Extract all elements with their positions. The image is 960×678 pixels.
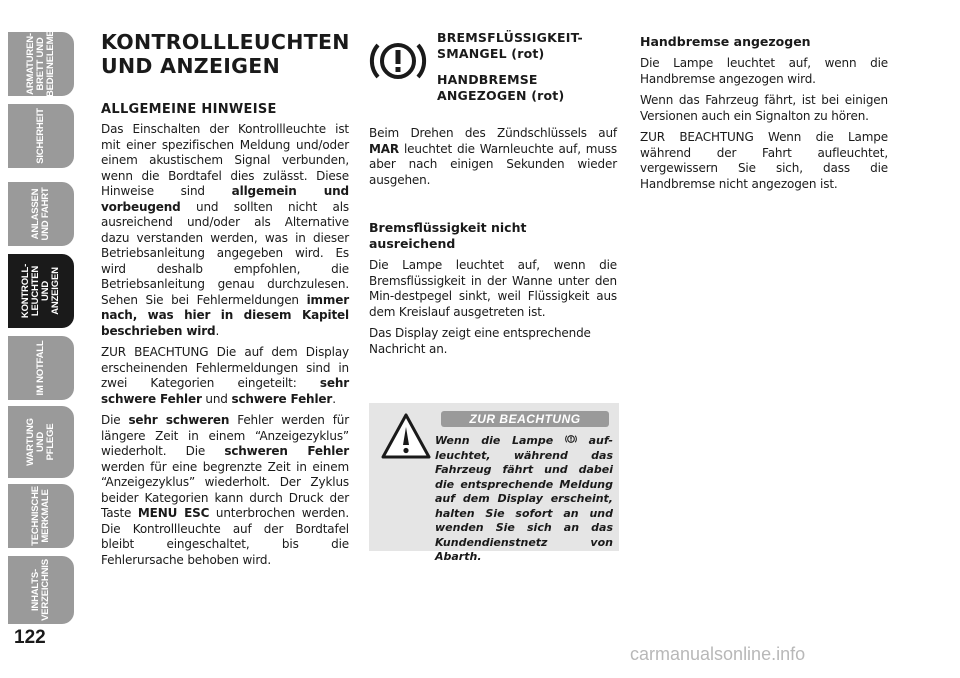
tab-label: ARMATUREN- BRETT UND BEDIENELEMENTE [25,12,56,97]
paragraph-handbrake-3: ZUR BEACHTUNG Wenn die Lampe während der Fahrt aufleuchtet, vergewissern Sie sich, dass die Handbremse nicht angezogen ist. [640,130,888,191]
subheading-handbrake: Handbremse angezogen [640,34,811,49]
paragraph-handbrake-2: Wenn das Fahrzeug fährt, ist bei einigen Versionen auch ein Signalton zu hören. [640,93,888,123]
subheading-brake-fluid-low: Bremsflüssigkeit nicht ausreichend [369,220,527,251]
title-line-2: UND ANZEIGEN [101,54,281,78]
paragraph-cycle: Die sehr schweren Fehler werden für längere Zeit in einem “Anzeigezyklus” wiederholt. Die schweren Fehler werden für eine begrenzte Zeit in einem “Anzeigezyklus” wiederholt. Der Zyklus beider Kategorien kann durch Druck der Taste MENU ESC unterbrochen werden. Die Kontrollleuchte auf der Bordtafel bleibt eingeschaltet, bis die Fehlerursache behoben wird. [101,413,350,567]
column-general-notes [101,30,349,574]
tab-armaturenbrett[interactable] [6,12,76,98]
tab-sicherheit[interactable] [6,102,76,170]
section-heading: ALLGEMEINE HINWEISE [101,102,277,117]
paragraph-categories: ZUR BEACHTUNG Die auf dem Display erscheinenden Fehlermeldungen sind in zwei Kategorien eingeteilt: sehr schwere Fehler und schwere Fehler. [101,345,349,406]
watermark: carmanualsonline.info [630,644,806,664]
tab-label: WARTUNG UND PFLEGE [25,418,56,466]
warning-note-box [369,403,619,563]
note-text: Wenn die Lampe auf-leuchtet, während das Fahrzeug fährt und dabei die entsprechende Meldung auf dem Display erscheint, halten Sie sofort an und wenden Sie sich an das Kundendienstnetz von Abarth. [435,434,613,563]
paragraph-ignition: Beim Drehen des Zündschlüssels auf MAR leuchtet die Warnleuchte auf, muss aber nach einigen Sekunden wieder ausgehen. [369,126,617,187]
tab-im-notfall[interactable] [6,334,76,402]
paragraph-handbrake-1: Die Lampe leuchtet auf, wenn die Handbremse angezogen wird. [640,56,888,86]
column-handbrake [640,30,888,198]
tab-label: INHALTS- VERZEICHNIS [30,559,51,621]
page-title [101,30,349,78]
tab-label: IM NOTFALL [35,340,46,396]
title-line-1: KONTROLLLEUCHTEN [101,30,350,54]
tab-wartung[interactable] [6,404,76,480]
tab-inhaltsverzeichnis[interactable] [6,554,76,626]
tab-anlassen[interactable] [6,180,76,248]
heading-brake-fluid: BREMSFLÜSSIGKEIT-SMANGEL (rot) [437,30,583,61]
tab-label: KONTROLL- LEUCHTEN UND ANZEIGEN [20,263,61,319]
page-number: 122 [14,627,46,648]
heading-handbrake: HANDBREMSE ANGEZOGEN (rot) [437,72,565,103]
tab-label: SICHERHEIT [35,108,46,164]
paragraph-display: Das Display zeigt eine entsprechende Nachricht an. [369,326,591,356]
warning-heading-block [369,30,617,114]
note-header: ZUR BEACHTUNG [441,411,609,427]
paragraph-intro: Das Einschalten der Kontrollleuchte ist mit einer spezifischen Meldung und/oder einem akustischem Signal verbunden, wenn die Bordtafel dies zulässt. Diese Hinweise sind allgemein und vorbeugend und sollten nicht als ausreichend und/oder als Alternative dazu verstanden werden, was in dieser Betriebsanleitung angegeben wird. Es wird deshalb empfohlen, die Betriebsanleitung genau durchzulesen. Sehen Sie bei Fehlermeldungen immer nach, was hier in diesem Kapitel beschrieben wird. [101,122,349,338]
tab-label: ANLASSEN UND FAHRT [30,187,51,241]
tab-technische-merkmale[interactable] [6,482,76,550]
column-brake-fluid [369,30,617,363]
paragraph-brake-fluid: Die Lampe leuchtet auf, wenn die Bremsflüssigkeit in der Wanne unter den Min-destpegel sinkt, weil Flüssigkeit aus dem Kreislauf ausgetreten ist. [369,258,617,319]
tab-label: TECHNISCHE MERKMALE [30,486,51,546]
brake-warning-icon [565,433,577,445]
brake-warning-icon [369,32,427,90]
tab-kontrollleuchten[interactable] [6,252,76,330]
